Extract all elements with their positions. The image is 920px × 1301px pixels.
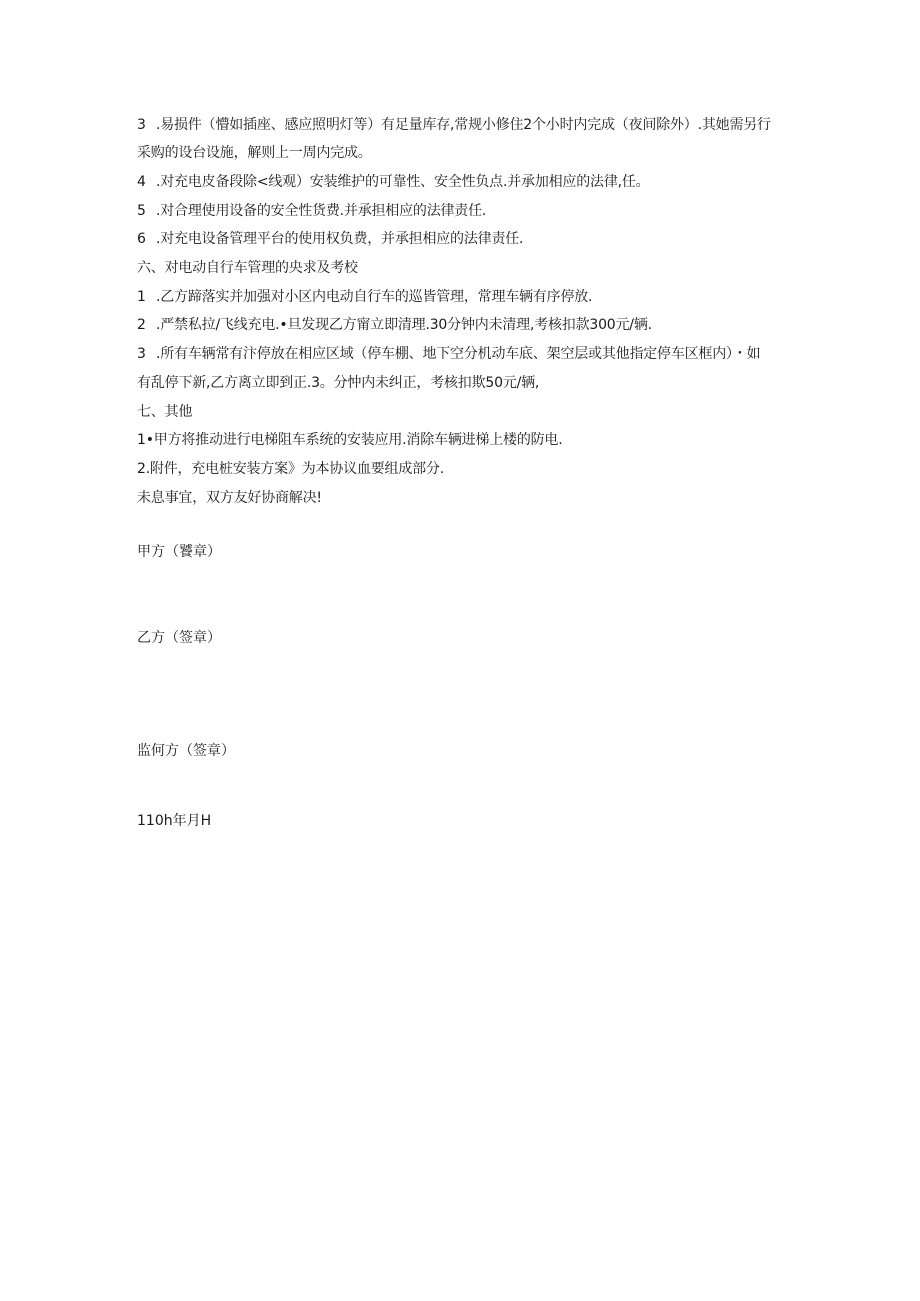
item-number: 3	[137, 117, 146, 133]
party-b-signature: 乙方（签章）	[137, 630, 221, 646]
section5-item-6	[137, 229, 523, 249]
section5-item-5	[137, 201, 486, 221]
item-number: 4	[137, 174, 146, 190]
item-text: .严禁私拉/飞线充电.•旦发现乙方甯立即清理.30分钟内未清理,考核扣款300元/辆.	[156, 317, 652, 333]
section6-item-3	[137, 344, 760, 364]
section7-item-2: 2.附件，充电桩安装方案》为本协议血要组成部分.	[137, 461, 445, 477]
section5-item-4	[137, 172, 649, 192]
section6-heading: 六、对电动自行车管理的央求及考校	[137, 260, 358, 276]
section6-item-3-continuation: 有乱停下新,乙方离立即到正.3。分忡内未纠正，考核扣欺50元/辆,	[137, 375, 540, 391]
item-text: .对合理使用设备的安全性货费.并承担相应的法律责任.	[156, 203, 487, 219]
item-number: 3	[137, 346, 146, 362]
item-number: 2	[137, 317, 146, 333]
item-text: .对充电设备管理平台的使用权负费，并承担相应的法律责任.	[156, 231, 524, 247]
date-line: 110h年月H	[137, 813, 212, 829]
section6-item-1	[137, 287, 592, 307]
supervisor-signature: 监何方（签章）	[137, 743, 235, 759]
item-text: .乙方蹄落实并加强对小区内电动自行车的巡皆管理，常理车辆有序停放.	[156, 289, 593, 305]
section5-item-3-continuation: 采购的设台设施，解则上一周内完成。	[137, 145, 372, 161]
party-a-signature: 甲方（饕章）	[137, 544, 221, 560]
section6-item-2	[137, 315, 652, 335]
section7-heading: 七、其他	[137, 404, 193, 420]
item-text: .易损件（懵如插座、感应照明灯等）有足量库存,常规小修住2个小时内完成（夜间除外）.其她需另行	[156, 117, 771, 133]
closing-statement: 未息事宜，双方友好协商解决!	[137, 490, 322, 506]
section5-item-3	[137, 115, 771, 135]
item-text: .所有车辆常有汴停放在相应区域（停车棚、地下空分机动车底、架空层或其他指定停车区框内）・如	[156, 346, 761, 362]
item-text: .对充电皮备段除<线观）安装维护的可靠性、安全性负点.并承加相应的法律,任。	[156, 174, 650, 190]
item-number: 1	[137, 289, 146, 305]
item-number: 5	[137, 203, 146, 219]
section7-item-1: 1•甲方将推动进行电梯阻车系统的安装应用.消除车辆进梯上楼的防电.	[137, 432, 563, 448]
item-number: 6	[137, 231, 146, 247]
